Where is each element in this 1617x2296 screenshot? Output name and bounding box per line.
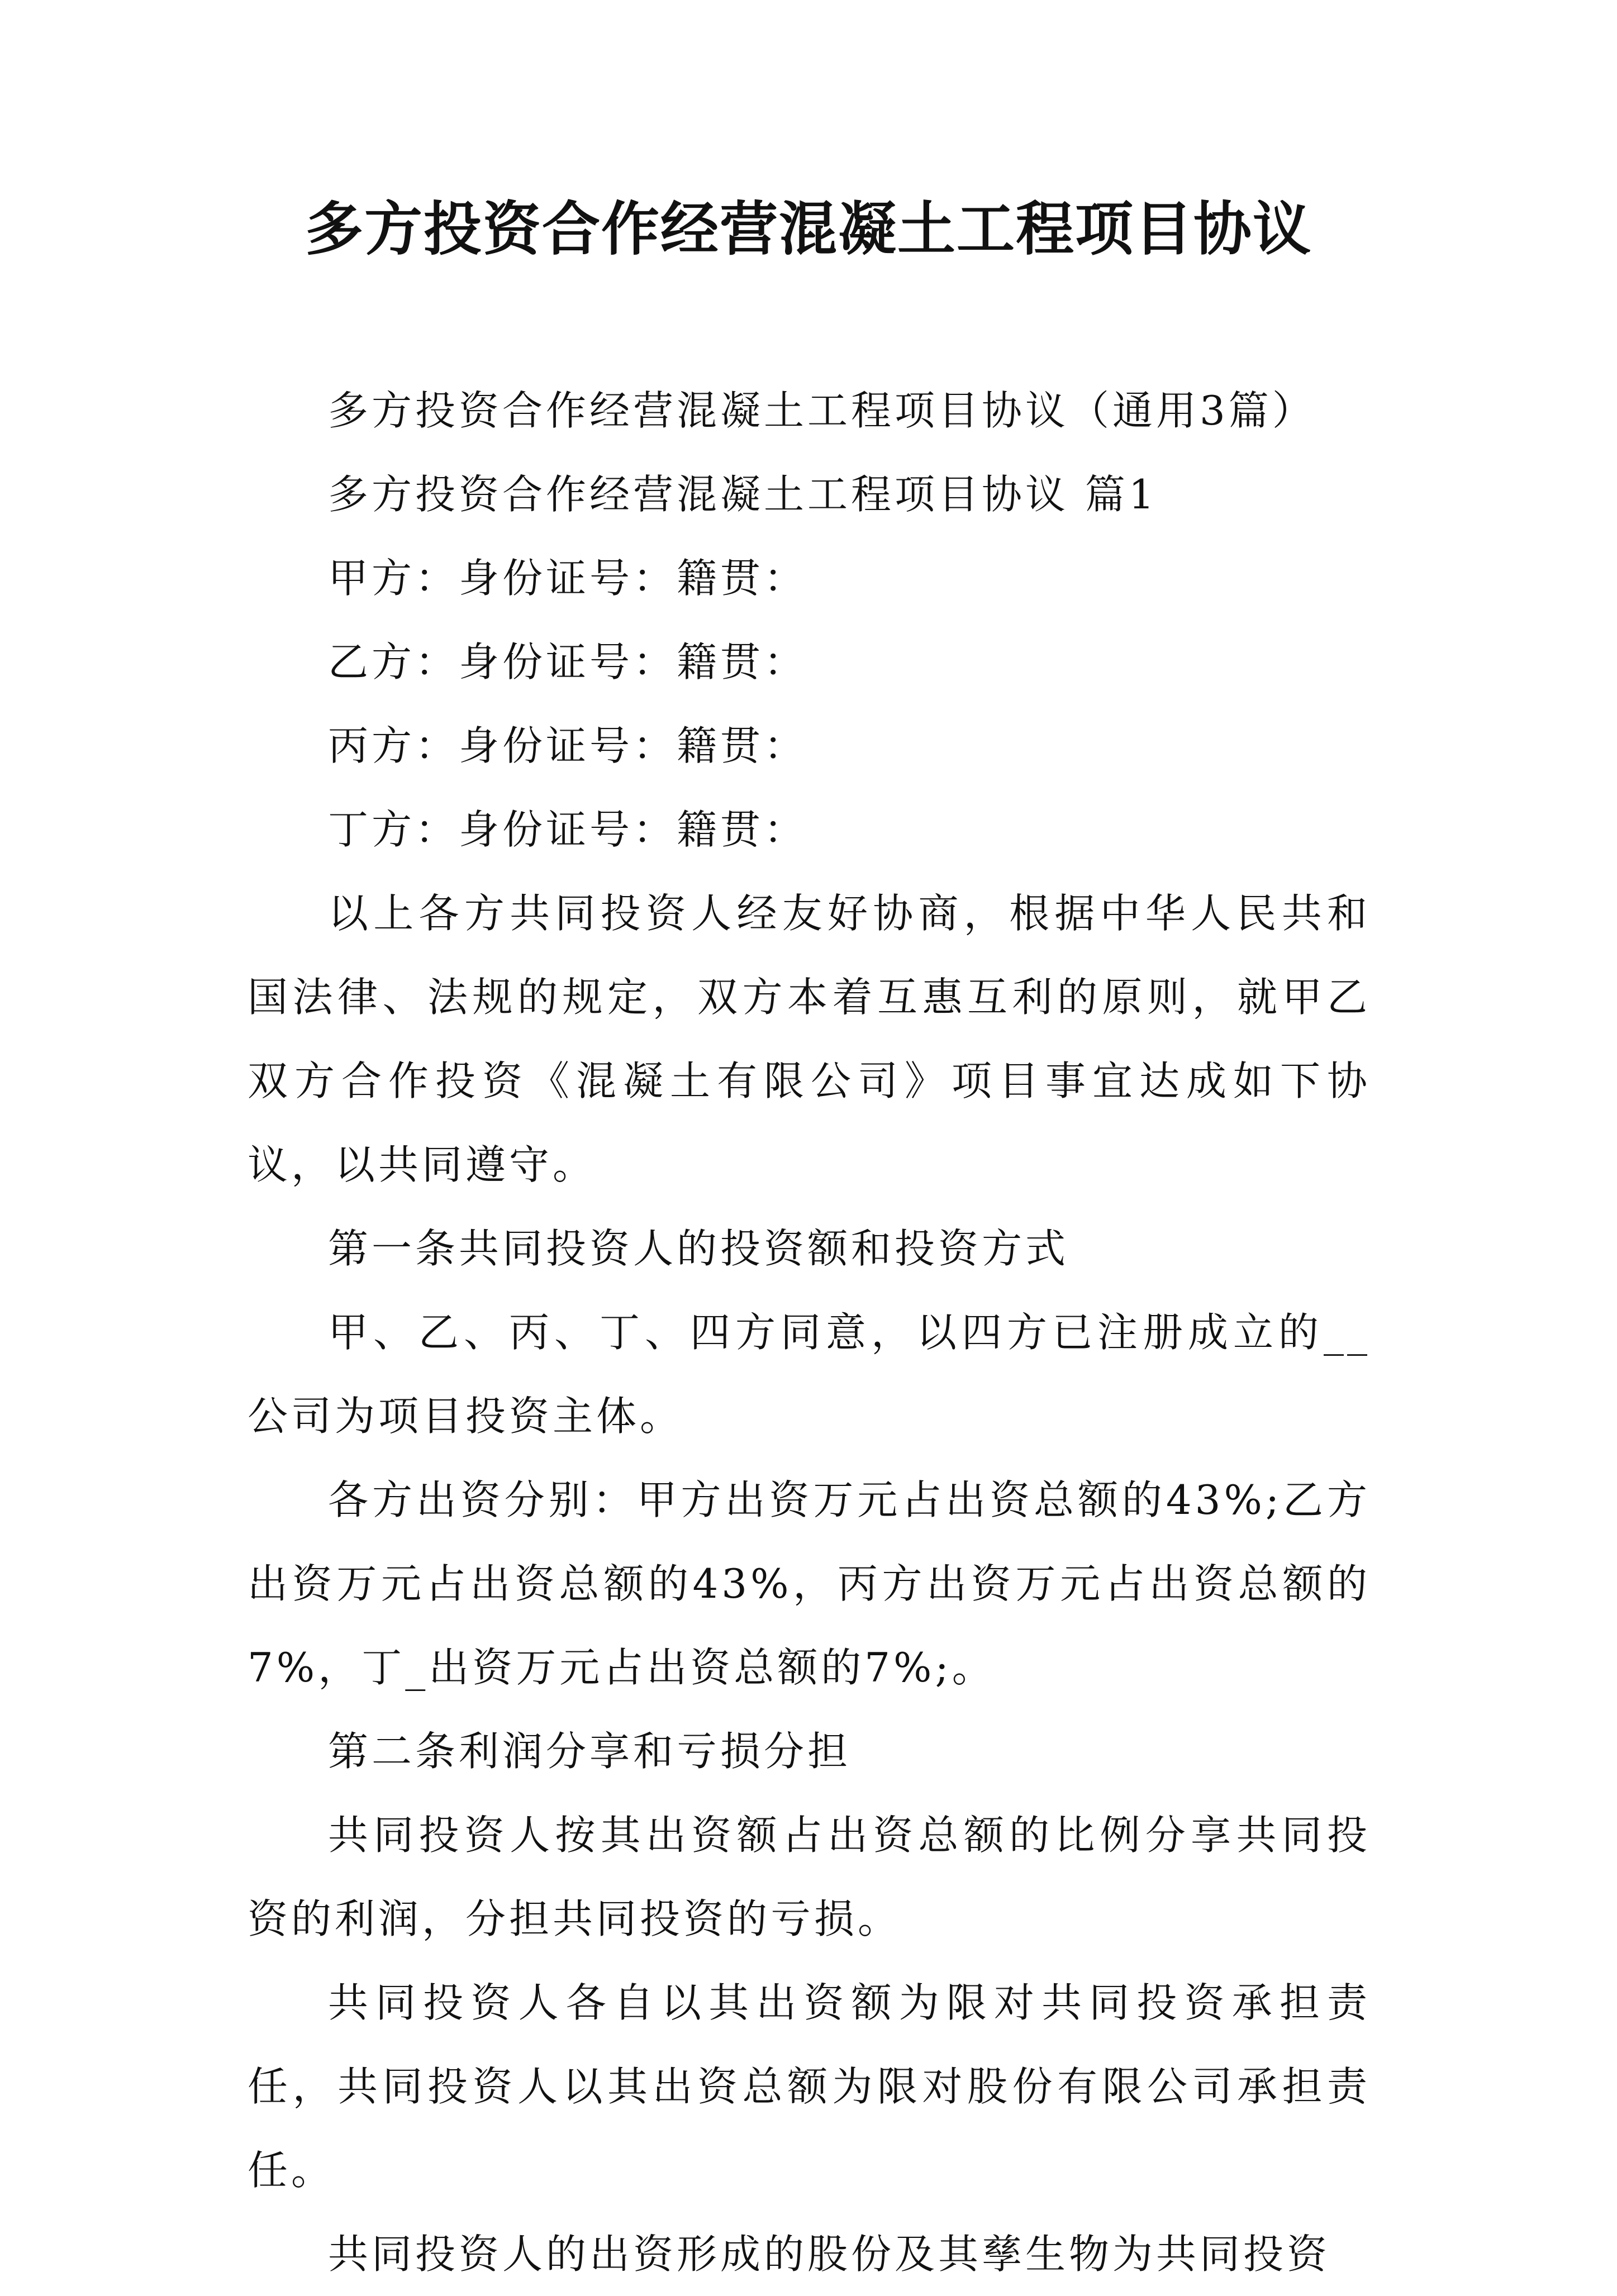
document-title: 多方投资合作经营混凝土工程项目协议 [305,195,1312,263]
party-a-line: 甲方：身份证号：籍贯： [328,555,808,602]
contribution-paragraph: 各方出资分别：甲方出资万元占出资总额的43%;乙方出资万元占出资总额的43%，丙方出资万元占出资总额的7%，丁_出资万元占出资总额的7%;。 [248,1476,1371,1691]
article-1-heading: 第一条共同投资人的投资额和投资方式 [328,1225,1069,1272]
party-d-line: 丁方：身份证号：籍贯： [328,806,808,853]
section-heading: 多方投资合作经营混凝土工程项目协议 篇1 [328,471,1158,518]
liability-paragraph: 共同投资人各自以其出资额为限对共同投资承担责任，共同投资人以其出资总额为限对股份有限公司承担责任。 [248,1979,1371,2194]
profit-sharing-paragraph: 共同投资人按其出资额占出资总额的比例分享共同投资的利润，分担共同投资的亏损。 [248,1812,1371,1942]
article-1-paragraph: 甲、乙、丙、丁、四方同意，以四方已注册成立的__公司为项目投资主体。 [248,1309,1371,1440]
subtitle-paragraph: 多方投资合作经营混凝土工程项目协议（通用3篇） [328,387,1316,434]
preamble-paragraph: 以上各方共同投资人经友好协商，根据中华人民共和国法律、法规的规定，双方本着互惠互利的原则，就甲乙双方合作投资《混凝土有限公司》项目事宜达成如下协议，以共同遵守。 [248,890,1371,1188]
document-body [248,369,1371,2296]
party-c-line: 丙方：身份证号：籍贯： [328,722,808,769]
article-2-heading: 第二条利润分享和亏损分担 [328,1728,852,1775]
party-b-line: 乙方：身份证号：籍贯： [328,639,808,685]
shares-paragraph: 共同投资人的出资形成的股份及其孳生物为共同投资 [328,2231,1331,2278]
